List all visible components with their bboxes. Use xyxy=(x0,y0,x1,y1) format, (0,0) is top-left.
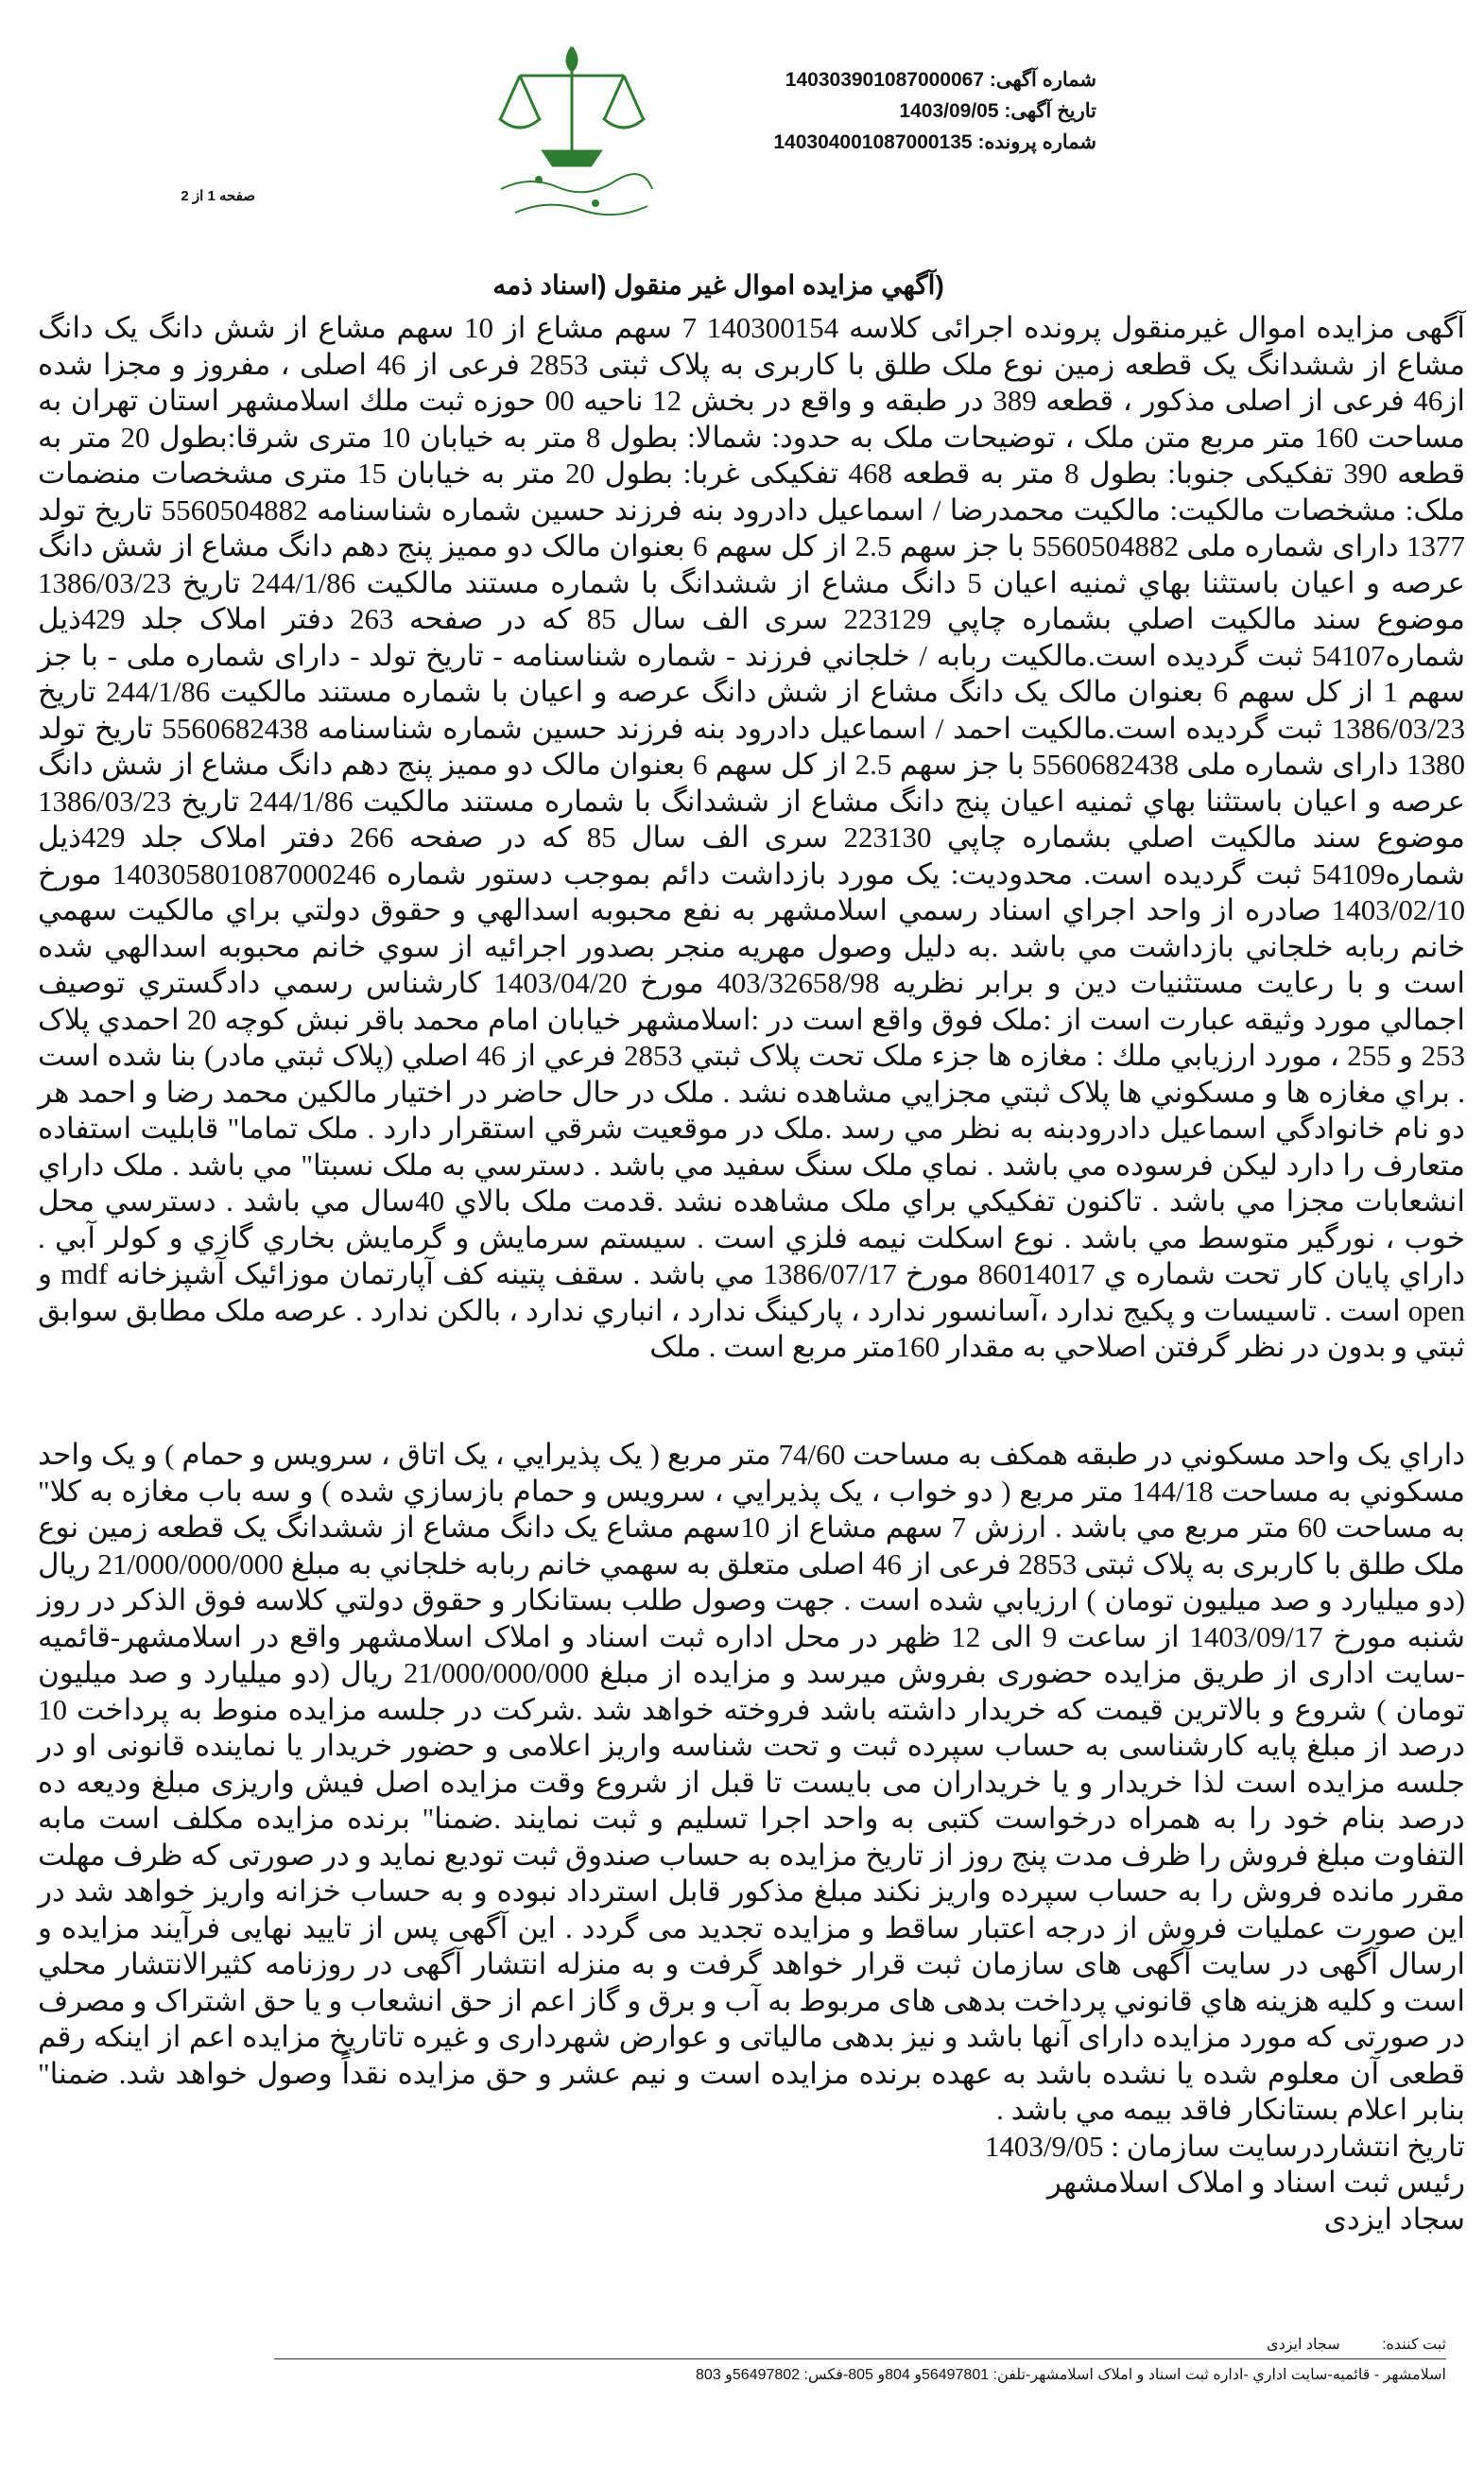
footer-divider xyxy=(274,2358,1446,2359)
ad-number-row xyxy=(718,64,1096,95)
case-number-label: شماره پرونده: xyxy=(977,131,1096,153)
registrar-label: ثبت کننده: xyxy=(1382,2337,1446,2353)
body-paragraph-2-block xyxy=(38,1437,1465,2237)
footer-address: اسلامشهر - قائمیه-سایت اداري -اداره ثبت اسناد و املاک اسلامشهر-تلفن: 56497801و 804و 805-فکس: 56497802و 803 xyxy=(696,2367,1446,2383)
ad-date-label: تاریخ آگهی: xyxy=(1004,100,1096,122)
registrar-name: سجاد ایزدی xyxy=(1267,2337,1340,2353)
ad-date: 1403/09/05 xyxy=(899,100,999,122)
ad-date-row xyxy=(718,95,1096,127)
ad-number-label: شماره آگهی: xyxy=(989,69,1096,91)
case-number: 140304001087000135 xyxy=(773,131,973,153)
registrar-row xyxy=(274,2335,1446,2354)
body-paragraph-1: آگهی مزایده اموال غیرمنقول پرونده اجرائی کلاسه 140300154 7 سهم مشاع از 10 سهم مشاع از شش دانگ یک دانگ مشاع از ششدانگ یک قطعه زمین نوع ملک طلق با کاربری به پلاک ثبتی 2853 فرعی از 46 اصلی ، مفروز و مجزا شده از46 فرعی از اصلی مذکور ، قطعه 389 در طبقه و واقع در بخش 12 ناحیه 00 حوزه ثبت ملك اسلامشهر استان تهران به مساحت 160 متر مربع متن ملک ، توضیحات ملک به حدود: شمالا: بطول 8 متر به خیابان 10 متری شرقا:بطول 20 متر به قطعه 390 تفکیکی جنوبا: بطول 8 متر به قطعه 468 تفکیکی غربا: بطول 20 متر به خیابان 15 متری مشخصات منضمات ملک: مشخصات مالکیت: مالکیت محمدرضا / اسماعیل دادرود بنه فرزند حسین شماره شناسنامه 5560504882 تاریخ تولد 1377 دارای شماره ملی 5560504882 با جز سهم 2.5 از کل سهم 6 بعنوان مالک دو ممیز پنج دهم دانگ مشاع از شش دانگ عرصه و اعیان باستثنا بهاي ثمنيه اعيان 5 دانگ مشاع از ششدانگ با شماره مستند مالکیت 244/1/86 تاریخ 1386/03/23 موضوع سند مالکیت اصلي بشماره چاپي 223129 سری الف سال 85 که در صفحه 263 دفتر املاک جلد 429ذیل شماره54107 ثبت گردیده است.مالکیت ربابه / خلجاني فرزند - شماره شناسنامه - تاریخ تولد - دارای شماره ملی - با جز سهم 1 از کل سهم 6 بعنوان مالک یک دانگ مشاع از شش دانگ عرصه و اعیان با شماره مستند مالکیت 244/1/86 تاریخ 1386/03/23 ثبت گردیده است.مالکیت احمد / اسماعیل دادرود بنه فرزند حسین شماره شناسنامه 5560682438 تاریخ تولد 1380 دارای شماره ملی 5560682438 با جز سهم 2.5 از کل سهم 6 بعنوان مالک دو ممیز پنج دهم دانگ مشاع از شش دانگ عرصه و اعیان باستثنا بهاي ثمنيه اعيان پنج دانگ مشاع از ششدانگ با شماره مستند مالکیت 244/1/86 تاریخ 1386/03/23 موضوع سند مالکیت اصلي بشماره چاپي 223130 سری الف سال 85 که در صفحه 266 دفتر املاک جلد 429ذیل شماره54109 ثبت گردیده است. محدودیت: یک مورد بازداشت دائم بموجب دستور شماره 140305801087000246 مورخ 1403/02/10 صادره از واحد اجراي اسناد رسمي اسلامشهر به نفع محبوبه اسدالهي و حقوق دولتي براي مالکيت سهمي خانم ربابه خلجاني بازداشت مي باشد .به دليل وصول مهريه منجر بصدور اجرائيه از سوي خانم محبوبه اسدالهي شده است و با رعايت مستثنيات دين و برابر نظريه 403/32658/98 مورخ 1403/04/20 کارشناس رسمي دادگستري توصيف اجمالي مورد وثيقه عبارت است از :ملک فوق واقع است در :اسلامشهر خيابان امام محمد باقر نبش کوچه 20 احمدي پلاک 253 و 255 ، مورد ارزيابي ملك : مغازه ها جزء ملک تحت پلاک ثبتي 2853 فرعي از 46 اصلي (پلاک ثبتي مادر) بنا شده است . براي مغازه ها و مسکوني ها پلاک ثبتي مجزايي مشاهده نشد . ملک در حال حاضر در اختيار مالکين محمد رضا و احمد هر دو نام خانوادگي اسماعيل دادرودبنه به نظر مي رسد .ملک در موقعيت شرقي استقرار دارد . ملک تماما" قابليت استفاده متعارف را دارد ليکن فرسوده مي باشد . نماي ملک سنگ سفيد مي باشد . دسترسي به ملک نسبتا" مي باشد . ملک داراي انشعابات مجزا مي باشد . تاکنون تفکيکي براي ملک مشاهده نشد .قدمت ملک بالاي 40سال مي باشد . دسترسي محل خوب ، نورگير متوسط مي باشد . نوع اسکلت نيمه فلزي است . سيستم سرمايش و گرمايش بخاري گازي و کولر آبي . داراي پايان کار تحت شماره ي 86014017 مورخ 1386/07/17 مي باشد . سقف پتينه کف آپارتمان موزائيک آشپزخانه mdf و open است . تاسيسات و پکيج ندارد ،آسانسور ندارد ، پارکينگ ندارد ، انباري ندارد ، بالکن ندارد . عرصه ملک مطابق سوابق ثبتي و بدون در نظر گرفتن اصلاحي به مقدار 160متر مربع است . ملک xyxy=(38,311,1466,1363)
ad-meta-block xyxy=(718,64,1096,158)
signer-name: سجاد ایزدی xyxy=(1323,2202,1465,2236)
case-number-row xyxy=(718,127,1096,158)
body-paragraph-2: داراي يک واحد مسکوني در طبقه همکف به مساحت 74/60 متر مربع ( يک پذيرايي ، يک اتاق ، سرويس و حمام ) و يک واحد مسکوني به مساحت 144/18 متر مربع ( دو خواب ، يک پذيرايي ، سرويس و حمام بازسازي شده ) و سه باب مغازه به کلا" به مساحت 60 متر مربع مي باشد . ارزش 7 سهم مشاع از 10سهم مشاع یک دانگ مشاع از ششدانگ یک قطعه زمین نوع ملک طلق با کاربری به پلاک ثبتی 2853 فرعی از 46 اصلی متعلق به سهمي خانم ربابه خلجاني به مبلغ 21/000/000/000 ريال (دو ميليارد و صد ميليون تومان ) ارزيابي شده است . جهت وصول طلب بستانکار و حقوق دولتي کلاسه فوق الذکر در روز شنبه مورخ 1403/09/17 از ساعت 9 الی 12 ظهر در محل اداره ثبت اسناد و املاک اسلامشهر واقع در اسلامشهر-قائميه -سايت اداری از طریق مزایده حضوری بفروش میرسد و مزایده از مبلغ 21/000/000/000 ريال (دو ميليارد و صد ميليون تومان ) شروع و بالاترين قيمت که خريدار داشته باشد فروخته خواهد شد .شرکت در جلسه مزایده منوط به پرداخت 10 درصد از مبلغ پایه کارشناسی به حساب سپرده ثبت و تحت شناسه واریز اعلامی و حضور خریدار یا نماینده قانونی او در جلسه مزایده است لذا خریدار و یا خریداران می بایست تا قبل از شروع وقت مزایده اصل فیش واریزی مبلغ ودیعه ده درصد بنام خود را به همراه درخواست کتبی به واحد اجرا تسلیم و ثبت نمایند .ضمنا" برنده مزایده مکلف است مابه التفاوت مبلغ فروش را ظرف مدت پنج روز از تاریخ مزایده به حساب صندوق ثبت توديع نمايد و در صورتی که ظرف مهلت مقرر مانده فروش را به حساب سپرده واریز نکند مبلغ مذکور قابل استرداد نبوده و به حساب خزانه واریز خواهد شد در اين صورت عمليات فروش از درجه اعتبار ساقط و مزایده تجدید می گردد . این آگهی پس از تایید نهایی فرآیند مزایده و ارسال آگهی در سایت آگهی های سازمان ثبت قرار خواهد گرفت و به منزله انتشار آگهی در روزنامه کثيرالانتشار محلي است و کليه هزينه هاي قانوني پرداخت بدهی های مربوط به آب و برق و گاز اعم از حق انشعاب و یا حق اشتراک و مصرف در صورتی که مورد مزایده دارای آنها باشد و نیز بدهی مالیاتی و عوارض شهرداری و غیره تاتاریخ مزایده اعم از اینکه رقم قطعی آن معلوم شده یا نشده باشد به عهده برنده مزایده است و نیم عشر و حق مزایده نقداً وصول خواهد شد. ضمنا" بنابر اعلام بستانکار فاقد بيمه مي باشد . xyxy=(38,1438,1466,2126)
page-indicator: صفحه 1 از 2 xyxy=(181,188,255,204)
publish-date-line: تاریخ انتشاردرسایت سازمان : 1403/9/05 xyxy=(984,2129,1465,2163)
judiciary-emblem-logo xyxy=(463,38,681,236)
signer-title: رئيس ثبت اسناد و املاک اسلامشهر xyxy=(1046,2166,1465,2199)
document-title: (آگهي مزايده اموال غير منقول (اسناد ذمه xyxy=(492,270,944,300)
emblem-icon xyxy=(463,38,681,236)
ad-number: 140303901087000067 xyxy=(785,69,985,91)
